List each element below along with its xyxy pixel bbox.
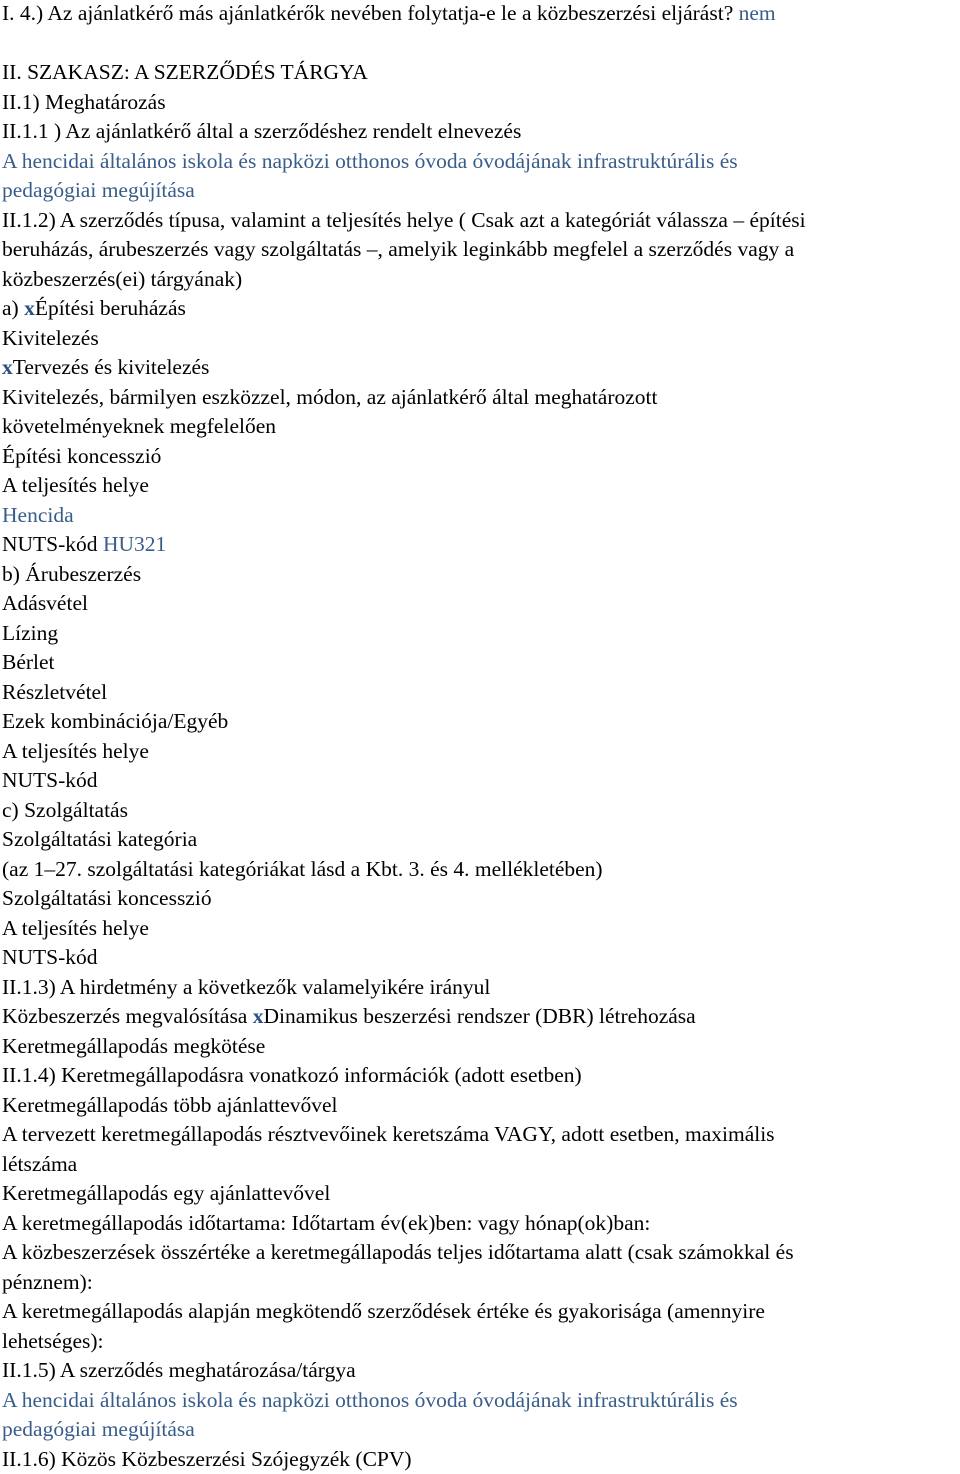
a-teljesites-helye-label: A teljesítés helye bbox=[2, 471, 958, 501]
ii11-label: II.1.1 ) Az ajánlatkérő által a szerződéshez rendelt elnevezés bbox=[2, 117, 958, 147]
tervezes-checkmark: x bbox=[2, 355, 13, 379]
ii12-line3: közbeszerzés(ei) tárgyának) bbox=[2, 265, 958, 295]
ii13-keret: Keretmegállapodás megkötése bbox=[2, 1032, 958, 1062]
epitesi-koncesszio: Építési koncesszió bbox=[2, 442, 958, 472]
b-item-reszletvetel: Részletvétel bbox=[2, 678, 958, 708]
c-koncesszio: Szolgáltatási koncesszió bbox=[2, 884, 958, 914]
c-nuts-label: NUTS-kód bbox=[2, 943, 958, 973]
i4-answer: nem bbox=[739, 1, 776, 25]
document-page bbox=[2, 0, 958, 1474]
option-c-label: c) Szolgáltatás bbox=[2, 796, 958, 826]
ii14-letszam-line2: létszáma bbox=[2, 1150, 958, 1180]
blank-line bbox=[2, 29, 958, 59]
b-item-lizing: Lízing bbox=[2, 619, 958, 649]
ii14-ossz-line1: A közbeszerzések összértéke a keretmegállapodás teljes időtartama alatt (csak számokkal és bbox=[2, 1238, 958, 1268]
ii14-letszam-line1: A tervezett keretmegállapodás résztvevőinek keretszáma VAGY, adott esetben, maximális bbox=[2, 1120, 958, 1150]
ii15-label: II.1.5) A szerződés meghatározása/tárgya bbox=[2, 1356, 958, 1386]
ii14-ertek-line2: lehetséges): bbox=[2, 1327, 958, 1357]
b-item-kombinacio: Ezek kombinációja/Egyéb bbox=[2, 707, 958, 737]
barmilyen-line2: követelményeknek megfelelően bbox=[2, 412, 958, 442]
ii13-dbr: Dinamikus beszerzési rendszer (DBR) létrehozása bbox=[263, 1004, 695, 1028]
ii12-line1: II.1.2) A szerződés típusa, valamint a teljesítés helye ( Csak azt a kategóriát válassza – építési bbox=[2, 206, 958, 236]
c-kategoria-note: (az 1–27. szolgáltatási kategóriákat lásd a Kbt. 3. és 4. mellékletében) bbox=[2, 855, 958, 885]
ii11-value-line2: pedagógiai megújítása bbox=[2, 176, 958, 206]
section-heading: II. SZAKASZ: A SZERZŐDÉS TÁRGYA bbox=[2, 58, 958, 88]
ii14-label: II.1.4) Keretmegállapodásra vonatkozó információk (adott esetben) bbox=[2, 1061, 958, 1091]
option-a-line bbox=[2, 294, 958, 324]
kivitelezes-item: Kivitelezés bbox=[2, 324, 958, 354]
a-nuts-label: NUTS-kód bbox=[2, 532, 98, 556]
option-b-label: b) Árubeszerzés bbox=[2, 560, 958, 590]
b-item-adasvetel: Adásvétel bbox=[2, 589, 958, 619]
i4-question: I. 4.) Az ajánlatkérő más ajánlatkérők nevében folytatja-e le a közbeszerzési eljárást? bbox=[2, 1, 733, 25]
i4-question-line bbox=[2, 0, 958, 29]
ii14-tobb: Keretmegállapodás több ajánlattevővel bbox=[2, 1091, 958, 1121]
c-kategoria: Szolgáltatási kategória bbox=[2, 825, 958, 855]
ii13-dbr-checkmark: x bbox=[253, 1004, 264, 1028]
tervezes-line bbox=[2, 353, 958, 383]
ii13-options-line bbox=[2, 1002, 958, 1032]
ii13-kozbeszerzes: Közbeszerzés megvalósítása bbox=[2, 1004, 253, 1028]
ii16-label: II.1.6) Közös Közbeszerzési Szójegyzék (CPV) bbox=[2, 1445, 958, 1474]
ii11-value-line1: A hencidai általános iskola és napközi otthonos óvoda óvodájának infrastruktúrális és bbox=[2, 147, 958, 177]
definition-heading: II.1) Meghatározás bbox=[2, 88, 958, 118]
a-nuts-line bbox=[2, 530, 958, 560]
b-teljesites-helye-label: A teljesítés helye bbox=[2, 737, 958, 767]
b-item-berlet: Bérlet bbox=[2, 648, 958, 678]
ii12-line2: beruházás, árubeszerzés vagy szolgáltatás –, amelyik leginkább megfelel a szerződés vagy a bbox=[2, 235, 958, 265]
a-nuts-value: HU321 bbox=[103, 532, 166, 556]
tervezes-label: Tervezés és kivitelezés bbox=[13, 355, 210, 379]
ii14-egy: Keretmegállapodás egy ajánlattevővel bbox=[2, 1179, 958, 1209]
c-teljesites-helye-label: A teljesítés helye bbox=[2, 914, 958, 944]
ii14-idotartam: A keretmegállapodás időtartama: Időtartam év(ek)ben: vagy hónap(ok)ban: bbox=[2, 1209, 958, 1239]
ii15-value-line2: pedagógiai megújítása bbox=[2, 1415, 958, 1445]
a-teljesites-helye-value: Hencida bbox=[2, 501, 958, 531]
option-a-label: Építési beruházás bbox=[35, 296, 186, 320]
barmilyen-line1: Kivitelezés, bármilyen eszközzel, módon, az ajánlatkérő által meghatározott bbox=[2, 383, 958, 413]
option-a-checkmark: x bbox=[24, 296, 35, 320]
option-a-prefix: a) bbox=[2, 296, 24, 320]
b-nuts-label: NUTS-kód bbox=[2, 766, 958, 796]
ii14-ossz-line2: pénznem): bbox=[2, 1268, 958, 1298]
ii13-label: II.1.3) A hirdetmény a következők valamelyikére irányul bbox=[2, 973, 958, 1003]
ii14-ertek-line1: A keretmegállapodás alapján megkötendő szerződések értéke és gyakorisága (amennyire bbox=[2, 1297, 958, 1327]
ii15-value-line1: A hencidai általános iskola és napközi otthonos óvoda óvodájának infrastruktúrális és bbox=[2, 1386, 958, 1416]
